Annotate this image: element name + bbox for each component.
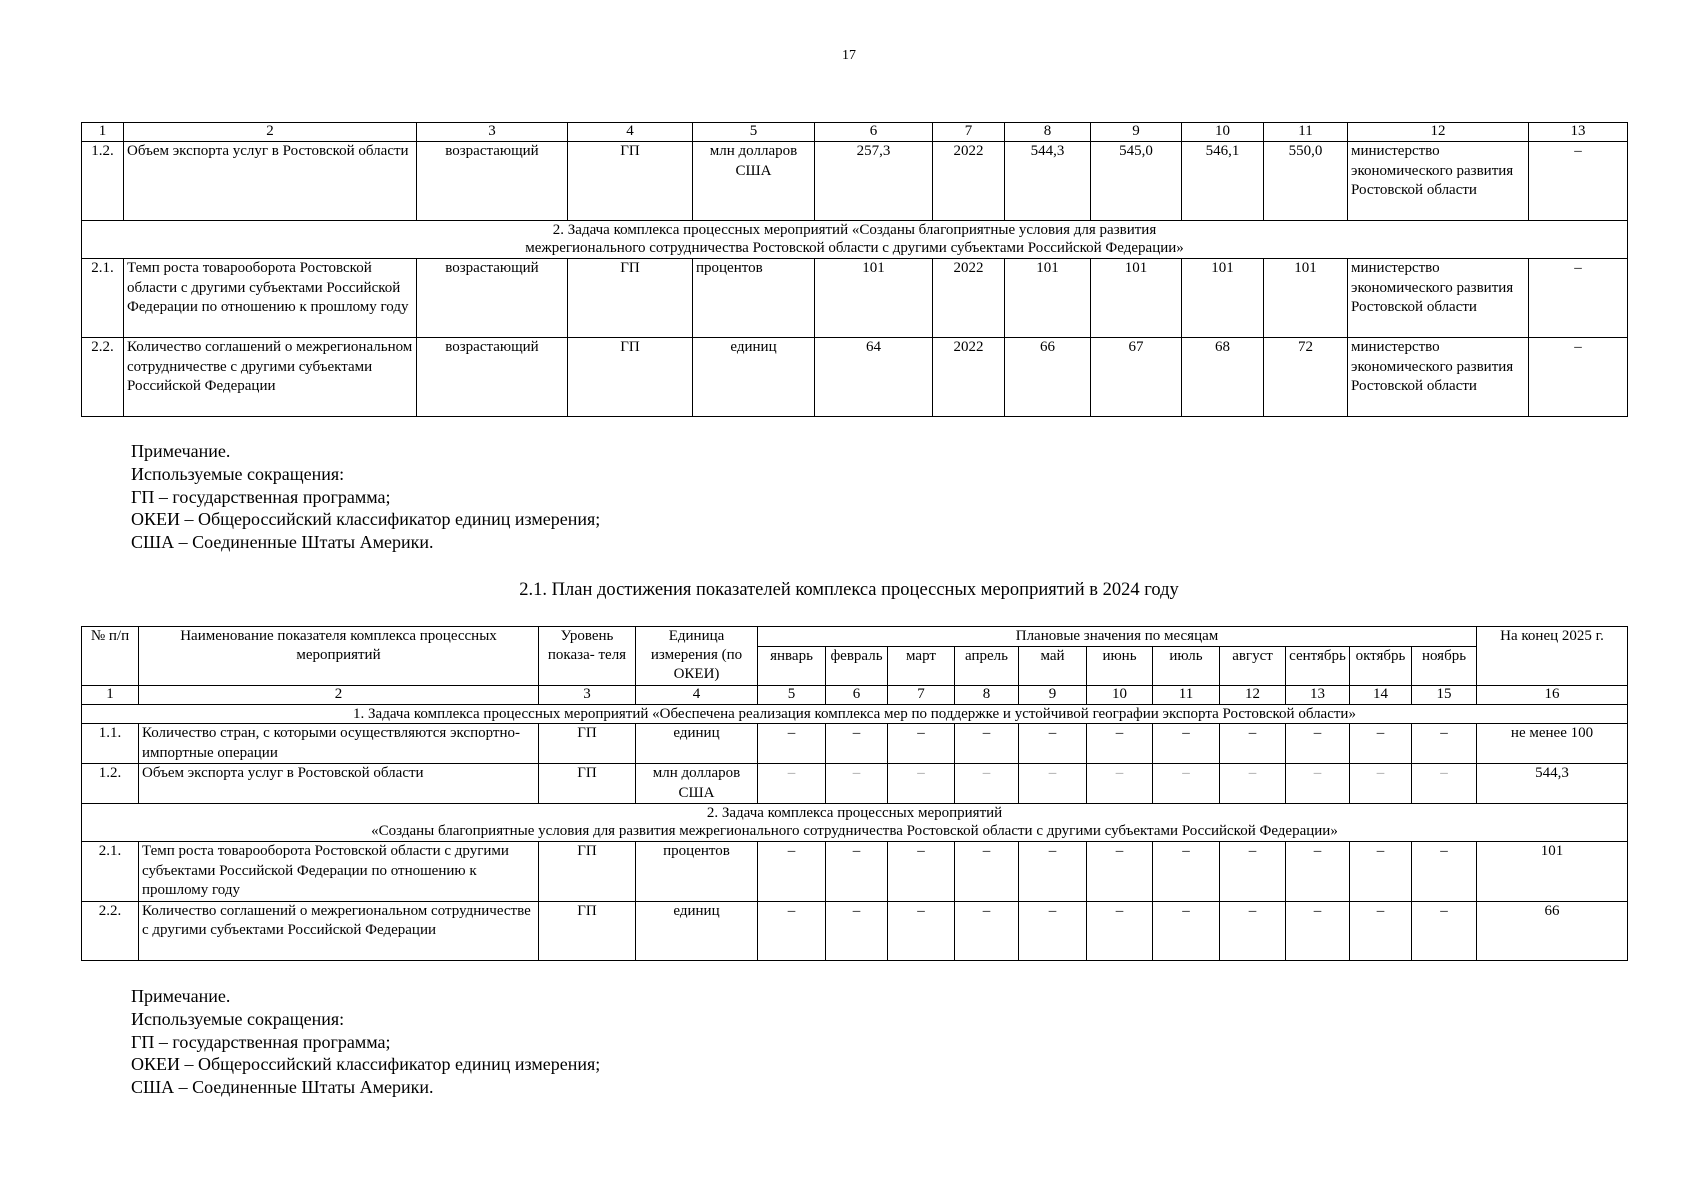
month-header: сентябрь	[1286, 647, 1350, 686]
end-value: 101	[1477, 842, 1628, 902]
value-2026: 101	[1182, 259, 1264, 338]
col-number: 1	[82, 123, 124, 142]
table-row	[82, 338, 1628, 417]
indicator-name: Объем экспорта услуг в Ростовской области	[124, 142, 417, 221]
unit: единиц	[636, 724, 758, 764]
month-value: –	[1286, 901, 1350, 960]
base-value: 64	[815, 338, 933, 417]
col-number: 11	[1153, 686, 1220, 705]
month-value: –	[1153, 764, 1220, 804]
info-system: –	[1529, 338, 1628, 417]
month-value: –	[1220, 901, 1286, 960]
row-number: 2.1.	[82, 259, 124, 338]
month-value: –	[758, 842, 826, 902]
month-header: октябрь	[1350, 647, 1412, 686]
col-number: 2	[139, 686, 539, 705]
unit: млн долларов США	[693, 142, 815, 221]
indicator-name: Объем экспорта услуг в Ростовской области	[139, 764, 539, 804]
month-value: –	[758, 901, 826, 960]
responsible: министерство экономического развития Ростовской области	[1348, 338, 1529, 417]
end-value: не менее 100	[1477, 724, 1628, 764]
value-2026: 546,1	[1182, 142, 1264, 221]
month-value: –	[888, 901, 955, 960]
month-value: –	[826, 724, 888, 764]
unit: единиц	[693, 338, 815, 417]
col-number: 9	[1091, 123, 1182, 142]
note-item: ОКЕИ – Общероссийский классификатор единиц измерения;	[131, 509, 601, 530]
level: ГП	[568, 142, 693, 221]
header-monthly: Плановые значения по месяцам	[758, 627, 1477, 647]
month-value: –	[888, 764, 955, 804]
table-row	[82, 724, 1628, 764]
month-header: февраль	[826, 647, 888, 686]
col-number: 13	[1529, 123, 1628, 142]
indicator-name: Количество стран, с которыми осуществляются экспортно-импортные операции	[139, 724, 539, 764]
header-name: Наименование показателя комплекса процессных мероприятий	[139, 627, 539, 686]
header-level: Уровень показа- теля	[539, 627, 636, 686]
note-block	[131, 440, 600, 554]
month-value: –	[826, 764, 888, 804]
col-number: 10	[1087, 686, 1153, 705]
month-value: –	[826, 842, 888, 902]
month-value: –	[955, 842, 1019, 902]
note-item: США – Соединенные Штаты Америки.	[131, 532, 434, 553]
base-year: 2022	[933, 259, 1005, 338]
col-number: 1	[82, 686, 139, 705]
task-heading-row	[82, 804, 1628, 842]
col-number: 3	[417, 123, 568, 142]
col-number: 14	[1350, 686, 1412, 705]
unit: процентов	[693, 259, 815, 338]
indicator-name: Темп роста товарооборота Ростовской области с другими субъектами Российской Федерации по отношению к прошлому году	[139, 842, 539, 902]
month-value: –	[1412, 764, 1477, 804]
unit: единиц	[636, 901, 758, 960]
level: ГП	[539, 901, 636, 960]
col-number: 5	[693, 123, 815, 142]
month-value: –	[826, 901, 888, 960]
month-value: –	[1220, 842, 1286, 902]
column-number-row	[82, 123, 1628, 142]
col-number: 15	[1412, 686, 1477, 705]
indicators-table	[81, 122, 1628, 417]
col-number: 7	[933, 123, 1005, 142]
task-heading: 1. Задача комплекса процессных мероприятий «Обеспечена реализация комплекса мер по поддержке и устойчивой географии экспорта Ростовской области»	[82, 705, 1628, 724]
monthly-plan-table	[81, 626, 1628, 961]
col-number: 13	[1286, 686, 1350, 705]
task-heading	[82, 221, 1628, 259]
note-item: ГП – государственная программа;	[131, 1031, 391, 1052]
month-value: –	[758, 764, 826, 804]
col-number: 4	[568, 123, 693, 142]
value-2030: 72	[1264, 338, 1348, 417]
row-number: 2.2.	[82, 338, 124, 417]
row-number: 1.2.	[82, 142, 124, 221]
note-item: США – Соединенные Штаты Америки.	[131, 1077, 434, 1098]
month-value: –	[1286, 724, 1350, 764]
col-number: 8	[1005, 123, 1091, 142]
value-2024: 544,3	[1005, 142, 1091, 221]
month-value: –	[1087, 724, 1153, 764]
value-2030: 550,0	[1264, 142, 1348, 221]
unit: млн долларов США	[636, 764, 758, 804]
row-number: 2.2.	[82, 901, 139, 960]
section-title: 2.1. План достижения показателей комплекса процессных мероприятий в 2024 году	[519, 580, 1179, 600]
month-value: –	[1286, 842, 1350, 902]
level: ГП	[539, 724, 636, 764]
month-value: –	[758, 724, 826, 764]
task-heading	[82, 804, 1628, 842]
note-subtitle: Используемые сокращения:	[131, 463, 345, 484]
trend: возрастающий	[417, 338, 568, 417]
col-number: 3	[539, 686, 636, 705]
value-2025: 545,0	[1091, 142, 1182, 221]
table-row	[82, 142, 1628, 221]
task-heading-line: межрегионального сотрудничества Ростовской области с другими субъектами Российской Федерации»	[525, 240, 1184, 256]
month-value: –	[1286, 764, 1350, 804]
col-number: 4	[636, 686, 758, 705]
col-number: 8	[955, 686, 1019, 705]
month-value: –	[888, 724, 955, 764]
month-value: –	[1350, 901, 1412, 960]
month-header: январь	[758, 647, 826, 686]
column-number-row	[82, 686, 1628, 705]
level: ГП	[568, 338, 693, 417]
month-value: –	[1087, 764, 1153, 804]
month-value: –	[1412, 724, 1477, 764]
month-header: август	[1220, 647, 1286, 686]
month-value: –	[1019, 901, 1087, 960]
task-heading-line: 2. Задача комплекса процессных мероприятий	[706, 805, 1003, 821]
task-heading-row	[82, 221, 1628, 259]
col-number: 9	[1019, 686, 1087, 705]
note-title: Примечание.	[131, 441, 231, 461]
header-unit: Единица измерения (по ОКЕИ)	[636, 627, 758, 686]
month-value: –	[1220, 764, 1286, 804]
month-value: –	[955, 901, 1019, 960]
value-2024: 66	[1005, 338, 1091, 417]
value-2026: 68	[1182, 338, 1264, 417]
base-value: 101	[815, 259, 933, 338]
month-header: май	[1019, 647, 1087, 686]
table-row	[82, 901, 1628, 960]
base-value: 257,3	[815, 142, 933, 221]
month-value: –	[888, 842, 955, 902]
row-number: 1.2.	[82, 764, 139, 804]
value-2030: 101	[1264, 259, 1348, 338]
trend: возрастающий	[417, 259, 568, 338]
header-end: На конец 2025 г.	[1477, 627, 1628, 686]
indicator-name: Количество соглашений о межрегиональном сотрудничестве с другими субъектами Российской Федерации	[124, 338, 417, 417]
header-row	[82, 627, 1628, 647]
col-number: 12	[1220, 686, 1286, 705]
indicator-name: Количество соглашений о межрегиональном сотрудничестве с другими субъектами Российской Федерации	[139, 901, 539, 960]
table-row	[82, 259, 1628, 338]
row-number: 1.1.	[82, 724, 139, 764]
month-header: апрель	[955, 647, 1019, 686]
note-block	[131, 985, 600, 1099]
value-2025: 67	[1091, 338, 1182, 417]
note-item: ОКЕИ – Общероссийский классификатор единиц измерения;	[131, 1054, 601, 1075]
task-heading-row	[82, 705, 1628, 724]
month-value: –	[955, 764, 1019, 804]
month-value: –	[955, 724, 1019, 764]
col-number: 7	[888, 686, 955, 705]
end-value: 66	[1477, 901, 1628, 960]
month-header: март	[888, 647, 955, 686]
indicator-name: Темп роста товарооборота Ростовской области с другими субъектами Российской Федерации по отношению к прошлому году	[124, 259, 417, 338]
month-value: –	[1019, 764, 1087, 804]
col-number: 6	[826, 686, 888, 705]
note-item: ГП – государственная программа;	[131, 486, 391, 507]
col-number: 2	[124, 123, 417, 142]
table-row	[82, 842, 1628, 902]
month-value: –	[1087, 842, 1153, 902]
level: ГП	[568, 259, 693, 338]
task-heading-line: 2. Задача комплекса процессных мероприятий «Созданы благоприятные условия для развития	[552, 222, 1157, 238]
value-2024: 101	[1005, 259, 1091, 338]
month-value: –	[1350, 764, 1412, 804]
month-value: –	[1412, 901, 1477, 960]
note-subtitle: Используемые сокращения:	[131, 1008, 345, 1029]
info-system: –	[1529, 259, 1628, 338]
month-header: июль	[1153, 647, 1220, 686]
col-number: 11	[1264, 123, 1348, 142]
base-year: 2022	[933, 142, 1005, 221]
month-value: –	[1153, 901, 1220, 960]
month-value: –	[1019, 724, 1087, 764]
responsible: министерство экономического развития Ростовской области	[1348, 142, 1529, 221]
trend: возрастающий	[417, 142, 568, 221]
month-value: –	[1220, 724, 1286, 764]
month-header: июнь	[1087, 647, 1153, 686]
month-value: –	[1412, 842, 1477, 902]
month-value: –	[1153, 724, 1220, 764]
month-header: ноябрь	[1412, 647, 1477, 686]
col-number: 12	[1348, 123, 1529, 142]
month-value: –	[1153, 842, 1220, 902]
level: ГП	[539, 842, 636, 902]
month-value: –	[1350, 842, 1412, 902]
page-number: 17	[842, 48, 856, 63]
note-title: Примечание.	[131, 986, 231, 1006]
month-value: –	[1087, 901, 1153, 960]
col-number: 6	[815, 123, 933, 142]
info-system: –	[1529, 142, 1628, 221]
col-number: 5	[758, 686, 826, 705]
table-row	[82, 764, 1628, 804]
header-num: № п/п	[82, 627, 139, 686]
unit: процентов	[636, 842, 758, 902]
value-2025: 101	[1091, 259, 1182, 338]
level: ГП	[539, 764, 636, 804]
base-year: 2022	[933, 338, 1005, 417]
task-heading-line: «Созданы благоприятные условия для развития межрегионального сотрудничества Ростовской области с другими субъектами Российской Федерации»	[371, 823, 1338, 839]
row-number: 2.1.	[82, 842, 139, 902]
col-number: 10	[1182, 123, 1264, 142]
responsible: министерство экономического развития Ростовской области	[1348, 259, 1529, 338]
end-value: 544,3	[1477, 764, 1628, 804]
col-number: 16	[1477, 686, 1628, 705]
month-value: –	[1019, 842, 1087, 902]
month-value: –	[1350, 724, 1412, 764]
